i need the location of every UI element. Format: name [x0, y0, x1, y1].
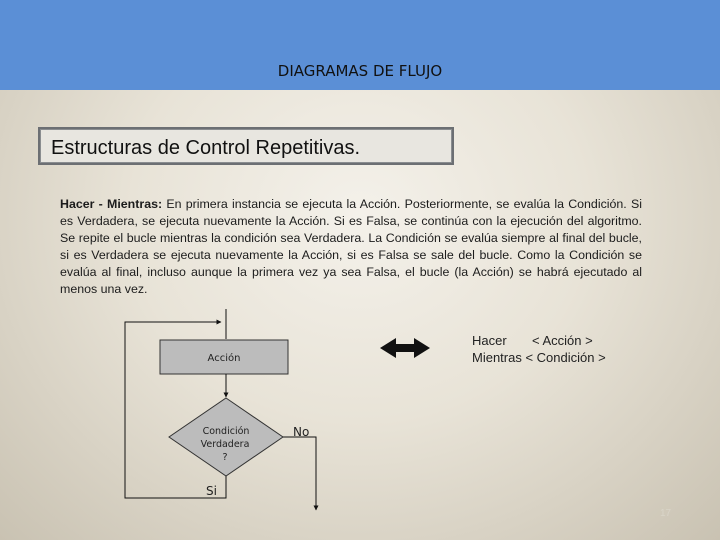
syntax-line-2: Mientras < Condición >	[472, 350, 606, 365]
paragraph-bold-lead: Hacer - Mientras:	[60, 197, 163, 211]
yes-label: Si	[206, 484, 217, 498]
double-arrow-icon	[380, 338, 430, 358]
no-label: No	[293, 425, 310, 439]
no-exit-line	[283, 437, 316, 510]
condition-diamond	[169, 398, 283, 476]
condition-line-1: Condición	[202, 426, 250, 437]
action-label: Acción	[207, 353, 241, 364]
subtitle-text: Estructuras de Control Repetitivas.	[51, 137, 361, 159]
condition-line-3: ?	[222, 452, 228, 463]
page-title: DIAGRAMAS DE FLUJO	[277, 62, 443, 80]
condition-line-2: Verdadera	[200, 439, 250, 450]
paragraph-body: En primera instancia se ejecuta la Acción. Posteriormente, se evalúa la Condición. Si es Verdadera, se ejecuta nuevamente la Acción. Si es Falsa, se continúa con la ejecución del algoritmo. Se repite el bucle mientras la condición sea Verdadera. La Condición se evalúa siempre al final del bucle, si es Verdadera se ejecuta nuevamente la Acción, si es Falsa se sale del bucle. Como la Condición se evalúa al final, incluso aunque la primera vez ya sea Falsa, el bucle (la Acción) se habrá ejecutado al menos una vez.	[60, 197, 642, 296]
slide-number: 17	[660, 508, 672, 519]
syntax-line-1: Hacer < Acción >	[472, 333, 593, 348]
